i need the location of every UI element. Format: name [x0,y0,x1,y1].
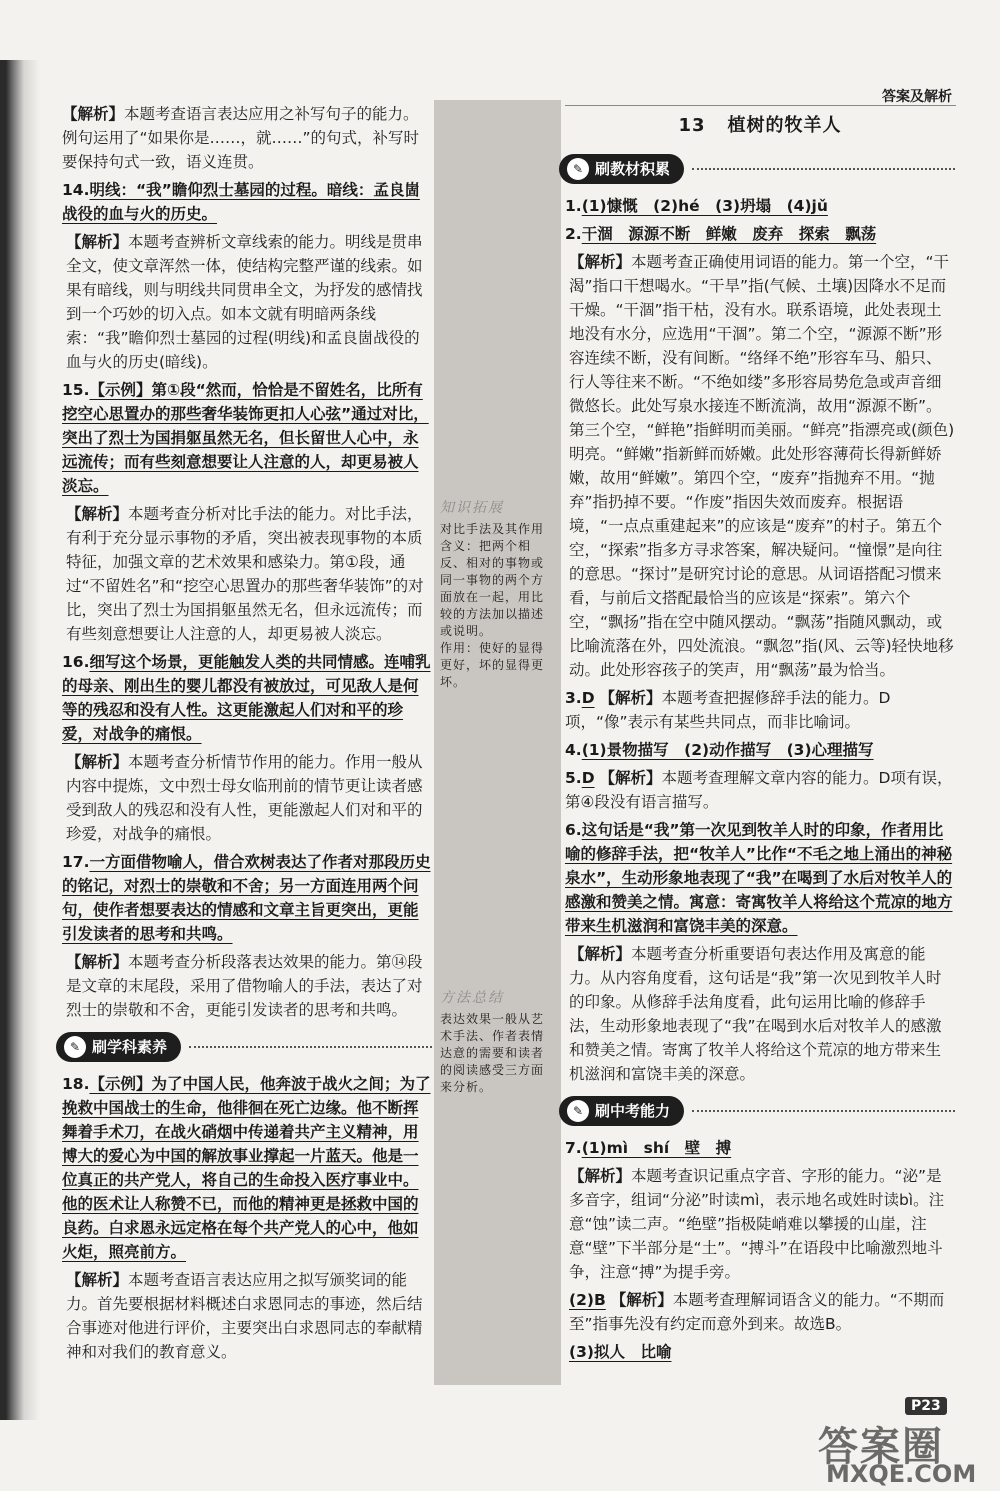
section-pill [559,1096,684,1126]
knowledge-box [440,500,555,691]
q1 [565,194,955,218]
q14-analysis [62,230,432,374]
analysis-label: 【解析】 [66,505,129,523]
header-rule [565,105,956,106]
question-number: 3. [565,689,582,707]
analysis-label: 【解析】 [610,1291,673,1309]
section-title: 刷中考能力 [595,1102,671,1120]
analysis-text: 本题考查把握修辞手法的能力。D项，“像”表示有某些共同点，而非比喻词。 [565,689,891,731]
q3 [565,686,955,734]
analysis-label: 【解析】 [66,233,129,251]
analysis-text: 本题考查语言表达应用之补写句子的能力。例句运用了“如果你是……，就……”的句式，补写时要保持句式一致，语义连贯。 [62,105,420,171]
right-column [565,114,955,1368]
answer-text: 这句话是“我”第一次见到牧羊人时的印象，作者用比喻的修辞手法，把“牧羊人”比作“不毛之地上涌出的神秘泉水”，生动形象地表现了“我”在喝到了水后对牧羊人的感激和赞美之情。寓意：寄寓牧羊人将给这个荒凉的地方带来生机滋润和富饶丰美的深意。 [565,821,953,935]
watermark-logo: 答案圈 [818,1424,944,1470]
analysis-text: 本题考查分析重要语句表达作用及寓意的能力。从内容角度看，这句话是“我”第一次见到牧羊人时的印象。从修辞手法角度看，此句运用比喻的修辞手法，生动形象地表现了“我”在喝到水后对牧羊人的感激和赞美之情。寄寓了牧羊人将给这个荒凉的地方带来生机滋润和富饶丰美的深意。 [569,945,942,1083]
analysis-label: 【解析】 [66,1271,129,1289]
side-box-title: 知识拓展 [440,500,504,516]
question-number: 14. [62,181,90,199]
section-header [559,1094,955,1128]
lesson-name: 植树的牧羊人 [727,115,842,136]
q6 [565,818,955,938]
analysis-text: 本题考查理解文章内容的能力。D项有误，第④段没有语言描写。 [565,769,953,811]
q15-analysis [62,502,432,646]
answer-text: 【示例】为了中国人民，他奔波于战火之间；为了挽救中国战士的生命，他徘徊在死亡边缘。他不断挥舞着手术刀，在战火硝烟中传递着共产主义精神，用博大的爱心为中国的解放事业撑起一片蓝天。他是一位真正的共产党人，将自己的生命投入医疗事业中。他的医术让人称赞不已，而他的精神更是拯救中国的良药。白求恩永远定格在每个共产党人的心中，他如火炬，照亮前方。 [62,1075,431,1261]
analysis-text: 本题考查正确使用词语的能力。第一个空，“干渴”指口干想喝水。“干旱”指(气候、土壤)因降水不足而干燥。“干涸”指干枯，没有水。联系语境，此处表现土地没有水分，应选用“干涸”。第二个空，“源源不断”形容连续不断，没有间断。“络绎不绝”形容车马、船只、行人等往来不断。“不绝如缕”多形容局势危急或声音细微悠长。此处写泉水接连不断流淌，故用“源源不断”。第三个空，“鲜艳”指鲜明而美丽。“鲜亮”指漂亮或(颜色)明亮。“鲜嫩”指新鲜而娇嫩。此处形容薄荷长得新鲜娇嫩，故用“鲜嫩”。第四个空，“废弃”指抛弃不用。“抛弃”指扔掉不要。“作废”指因失效而废弃。根据语境，“一点点重建起来”的应该是“废弃”的村子。第五个空，“探索”指多方寻求答案，解决疑问。“憧憬”是向往的意思。“探讨”是研究讨论的意思。从词语搭配习惯来看，与前后文搭配最恰当的应该是“探索”。第六个空，“飘扬”指在空中随风摆动。“飘荡”指随风飘动，或比喻流落在外，四处流浪。“飘忽”指(风、云等)轻快地移动。此处形容孩子的笑声，用“飘荡”最为恰当。 [569,253,955,679]
question-number: 6. [565,821,582,839]
question-number: 7. [565,1139,582,1157]
page-number: P23 [905,1397,947,1415]
section-title: 刷教材积累 [595,160,671,178]
analysis-label: 【解析】 [62,105,125,123]
section-header [559,152,955,186]
q2-analysis [565,250,955,682]
section-pill [56,1032,181,1062]
analysis-text: 本题考查分析段落表达效果的能力。第⑭段是文章的末尾段，采用了借物喻人的手法，表达了对烈士的崇敬和不舍，更能引发读者的思考和共鸣。 [66,953,423,1019]
question-number: 5. [565,769,582,787]
answer-text: (1)景物描写 (2)动作描写 (3)心理描写 [581,741,874,759]
left-column [62,102,432,1368]
analysis-text: 本题考查分析情节作用的能力。作用一般从内容中提炼，文中烈士母女临刑前的情节更让读者感受到敌人的残忍和没有人性，更能激起人们对和平的珍爱，对战争的痛恨。 [66,753,423,843]
section-divider [692,168,955,170]
q2 [565,222,955,246]
section-divider [189,1046,432,1048]
q17-analysis [62,950,432,1022]
answer-text: D [581,689,595,707]
question-number: 15. [62,381,90,399]
method-box [440,990,555,1096]
q7-part2 [565,1288,955,1336]
side-box-title: 方法总结 [440,990,504,1006]
answer-text: 干涸 源源不断 鲜嫩 废弃 探索 飘荡 [581,225,877,243]
analysis-label: 【解析】 [569,945,632,963]
question-number: 1. [565,197,582,215]
analysis-label: 【解析】 [66,953,129,971]
q7-part3 [565,1340,955,1364]
analysis-label: 【解析】 [569,253,632,271]
brush-icon: ✎ [64,1036,86,1058]
answer-text: 细写这个场景，更能触发人类的共同情感。连哺乳的母亲、刚出生的婴儿都没有被放过，可见敌人是何等的残忍和没有人性。这更能激起人们对和平的珍爱，对战争的痛恨。 [62,653,431,743]
brush-icon: ✎ [567,1100,589,1122]
header-tag: 答案及解析 [882,89,952,105]
q5 [565,766,955,814]
question-number: 2. [565,225,582,243]
answer-text: (1)mì shí 壁 搏 [581,1139,732,1157]
watermark-url: MXQE.COM [826,1460,977,1488]
section-title: 刷学科素养 [92,1038,168,1056]
side-box-text: 表达效果一般从艺术手法、作者表情达意的需要和读者的阅读感受三方面来分析。 [440,1012,545,1094]
q4 [565,738,955,762]
q14 [62,178,432,226]
page-binding-shadow [0,60,40,1420]
q13-analysis [62,102,432,174]
answer-text: (2)B [569,1291,606,1309]
question-number: 18. [62,1075,90,1093]
side-note-strip [434,100,561,1385]
question-number: 17. [62,853,90,871]
analysis-label: 【解析】 [599,769,662,787]
analysis-text: 本题考查分析对比手法的能力。对比手法，有利于充分显示事物的矛盾，突出被表现事物的本质特征，加强文章的艺术效果和感染力。第①段，通过“不留姓名”和“挖空心思置办的那些奢华装饰”的对比，突出了烈士为国捐躯虽然无名，但永远流传；而有些刻意想要让人注意的人，却更易被人淡忘。 [66,505,424,643]
analysis-label: 【解析】 [66,753,129,771]
q16-analysis [62,750,432,846]
analysis-label: 【解析】 [569,1167,632,1185]
question-number: 16. [62,653,90,671]
analysis-text: 本题考查语言表达应用之拟写颁奖词的能力。首先要根据材料概述白求恩同志的事迹，然后结合事迹对他进行评价，主要突出白求恩同志的奉献精神和对我们的教育意义。 [66,1271,423,1361]
answer-text: (1)慷慨 (2)hé (3)坍塌 (4)jǔ [581,197,828,215]
analysis-text: 本题考查识记重点字音、字形的能力。“泌”是多音字，组词“分泌”时读mì，表示地名或姓时读bì。注意“蚀”读二声。“绝壁”指极陡峭难以攀援的山崖，注意“壁”下半部分是“土”。“搏斗”在语段中比喻激烈地斗争，注意“搏”为提手旁。 [569,1167,945,1281]
section-pill [559,154,684,184]
answer-text: 明线：“我”瞻仰烈士墓园的过程。暗线：孟良崮战役的血与火的历史。 [62,181,420,223]
answer-text: D [581,769,595,787]
analysis-text: 本题考查理解词语含义的能力。“不期而至”指事先没有约定而意外到来。故选B。 [569,1291,945,1333]
q15 [62,378,432,498]
q6-analysis [565,942,955,1086]
q18 [62,1072,432,1264]
section-header [56,1030,432,1064]
answer-text: 【示例】第①段“然而，恰恰是不留姓名，比所有挖空心思置办的那些奢华装饰更扣人心弦”通过对比，突出了烈士为国捐躯虽然无名，但长留世人心中，永远流传；而有些刻意想要让人注意的人，却更易被人淡忘。 [62,381,429,495]
lesson-title [565,114,955,138]
section-divider [692,1110,955,1112]
q17 [62,850,432,946]
q7 [565,1136,955,1160]
q7-analysis [565,1164,955,1284]
analysis-text: 本题考查辨析文章线索的能力。明线是贯串全文，使文章浑然一体，使结构完整严谨的线索。如果有暗线，则与明线共同贯串全文，为抒发的感情找到一个巧妙的切入点。如本文就有明暗两条线索：“我”瞻仰烈士墓园的过程(明线)和孟良崮战役的血与火的历史(暗线)。 [66,233,423,371]
q16 [62,650,432,746]
side-box-text: 对比手法及其作用 含义：把两个相反、相对的事物或同一事物的两个方面放在一起，用比较的方法加以描述或说明。 作用：使好的显得更好，坏的显得更坏。 [440,522,545,689]
q18-analysis [62,1268,432,1364]
analysis-label: 【解析】 [599,689,662,707]
brush-icon: ✎ [567,158,589,180]
answer-text: (3)拟人 比喻 [569,1343,672,1361]
lesson-number: 13 [678,115,706,136]
question-number: 4. [565,741,582,759]
answer-text: 一方面借物喻人，借合欢树表达了作者对那段历史的铭记，对烈士的崇敬和不舍；另一方面连用两个问句，使作者想要表达的情感和文章主旨更突出，更能引发读者的思考和共鸣。 [62,853,431,943]
